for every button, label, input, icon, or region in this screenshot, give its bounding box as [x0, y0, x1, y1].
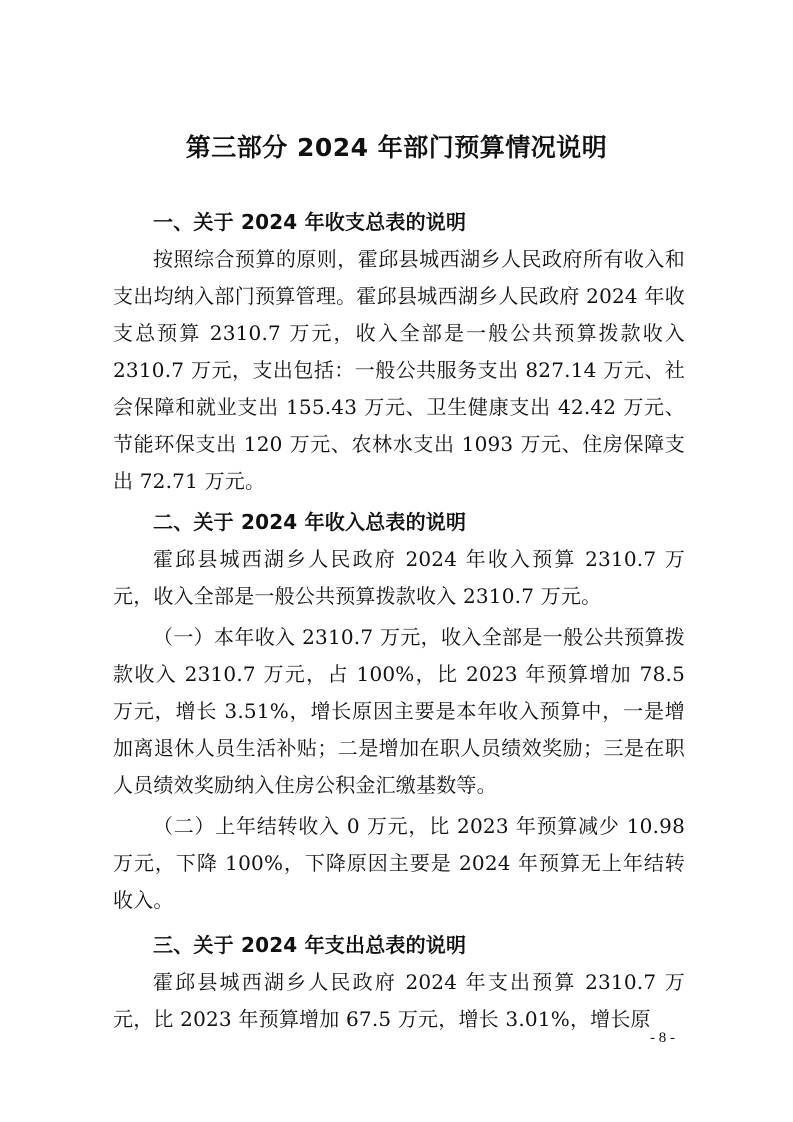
paragraph-carryover-income: （二）上年结转收入 0 万元，比 2023 年预算减少 10.98 万元，下降 100%，下降原因主要是 2024 年预算无上年结转收入。 — [113, 814, 685, 912]
paragraph-current-year-income: （一）本年收入 2310.7 万元，收入全部是一般公共预算拨款收入 2310.7 万元，占 100%，比 2023 年预算增加 78.5 万元，增长 3.51%，增长原因主要是本年收入预算中，一是增加离退休人员生活补贴；二是增加在职人员绩效奖励；三是在职人员绩效奖励纳入住房公积金汇缴基数等。 — [113, 625, 685, 797]
section-heading-income-summary: 二、关于 2024 年收入总表的说明 — [153, 510, 467, 534]
section-heading-income-expense-summary: 一、关于 2024 年收支总表的说明 — [153, 210, 467, 234]
document-body — [113, 204, 685, 1038]
paragraph-expense-summary: 霍邱县城西湖乡人民政府 2024 年支出预算 2310.7 万元，比 2023 年预算增加 67.5 万元，增长 3.01%，增长原 — [113, 970, 685, 1031]
page-title: 第三部分 2024 年部门预算情况说明 — [185, 133, 608, 162]
section-heading-expense-summary: 三、关于 2024 年支出总表的说明 — [153, 933, 467, 957]
page-number: - 8 - — [650, 1030, 675, 1046]
paragraph-income-summary: 霍邱县城西湖乡人民政府 2024 年收入预算 2310.7 万元，收入全部是一般公共预算拨款收入 2310.7 万元。 — [113, 547, 685, 608]
paragraph-income-expense-summary: 按照综合预算的原则，霍邱县城西湖乡人民政府所有收入和支出均纳入部门预算管理。霍邱县城西湖乡人民政府 2024 年收支总预算 2310.7 万元，收入全部是一般公共预算拨款收入 2310.7 万元，支出包括：一般公共服务支出 827.14 万元、社会保障和就业支出 155.43 万元、卫生健康支出 42.42 万元、节能环保支出 120 万元、农林水支出 1093 万元、住房保障支出 72.71 万元。 — [113, 247, 685, 493]
